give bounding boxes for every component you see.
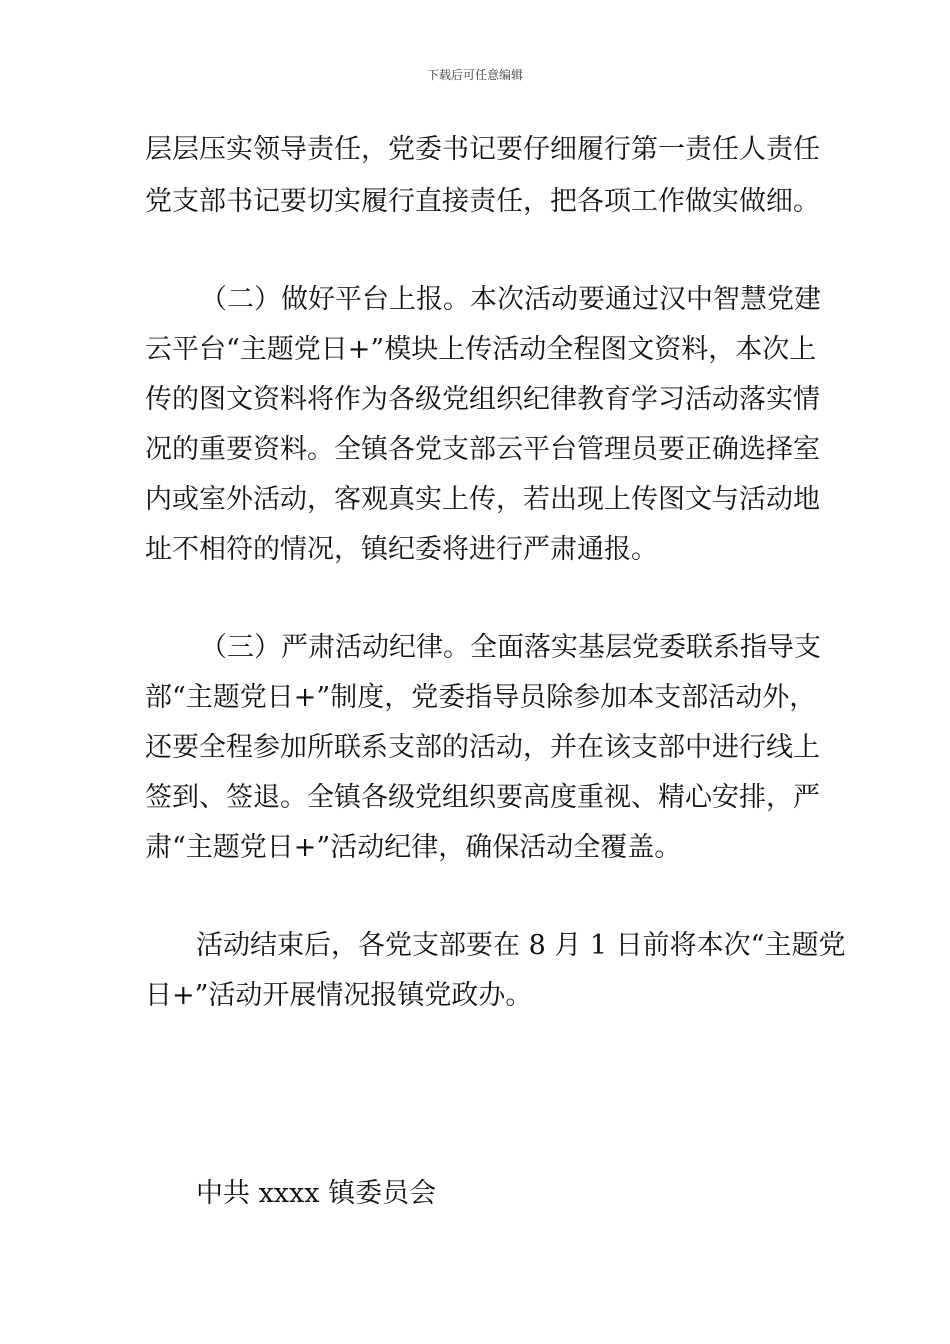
paragraph-line: 还要全程参加所联系支部的活动，并在该支部中进行线上 — [145, 732, 820, 763]
paragraph-line: 层层压实领导责任，党委书记要仔细履行第一责任人责任 — [145, 134, 820, 165]
paragraph-line: 传的图文资料将作为各级党组织纪律教育学习活动落实情 — [145, 384, 820, 415]
paragraph-line: 活动结束后，各党支部要在 8 月 1 日前将本次“主题党 — [196, 930, 846, 961]
paragraph-line: 部“主题党日+”制度，党委指导员除参加本支部活动外， — [145, 682, 817, 713]
paragraph-line: 签到、签退。全镇各级党组织要高度重视、精心安排，严 — [145, 782, 820, 813]
page-header: 下载后可任意编辑 — [426, 68, 523, 82]
paragraph-line: 址不相符的情况，镇纪委将进行严肃通报。 — [145, 534, 658, 565]
paragraph-line: 况的重要资料。全镇各党支部云平台管理员要正确选择室 — [145, 434, 820, 465]
paragraph-line: （二）做好平台上报。本次活动要通过汉中智慧党建 — [200, 284, 821, 315]
paragraph-line: 内或室外活动，客观真实上传，若出现上传图文与活动地 — [145, 484, 820, 515]
paragraph-line: 云平台“主题党日+”模块上传活动全程图文资料，本次上 — [145, 334, 817, 365]
paragraph-line: 日+”活动开展情况报镇党政办。 — [145, 980, 533, 1011]
paragraph-line: （三）严肃活动纪律。全面落实基层党委联系指导支 — [200, 632, 821, 663]
paragraph-line: 党支部书记要切实履行直接责任，把各项工作做实做细。 — [145, 186, 820, 217]
signature: 中共 xxxx 镇委员会 — [196, 1178, 437, 1209]
paragraph-line: 肃“主题党日+”活动纪律，确保活动全覆盖。 — [145, 832, 682, 863]
